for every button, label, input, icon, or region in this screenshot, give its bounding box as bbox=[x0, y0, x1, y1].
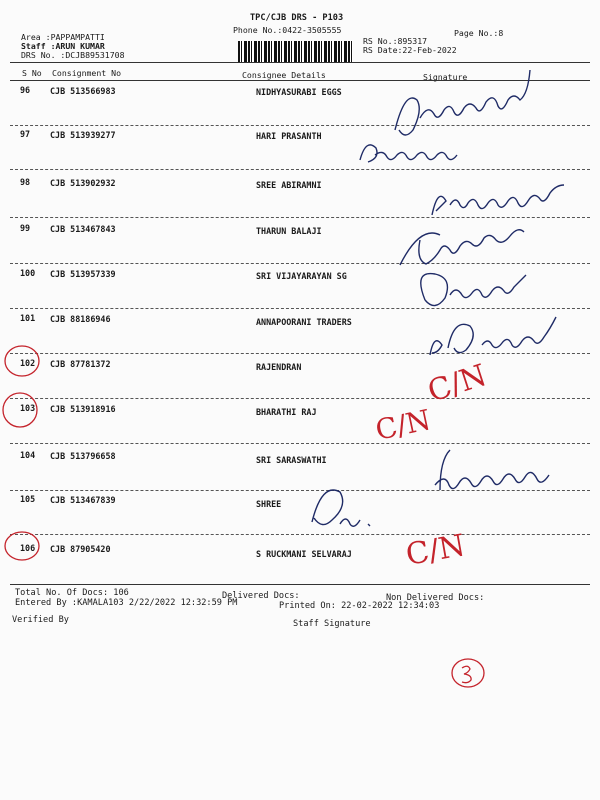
col-consignee: Consignee Details bbox=[242, 70, 326, 80]
row-sno: 104 bbox=[20, 450, 36, 460]
row-consignment-no: CJB 513918916 bbox=[50, 404, 116, 414]
staff-label: Staff :ARUN KUMAR bbox=[21, 41, 105, 51]
total-docs: Total No. Of Docs: 106 bbox=[15, 588, 129, 598]
signature-104 bbox=[435, 450, 549, 490]
row-divider bbox=[10, 443, 590, 444]
non-delivered-docs: Non Delivered Docs: bbox=[386, 593, 485, 603]
row-sno: 98 bbox=[20, 177, 31, 187]
row-divider bbox=[10, 169, 590, 170]
row-divider bbox=[10, 353, 590, 354]
barcode bbox=[238, 41, 353, 62]
rs-number: RS No.:895317 bbox=[363, 36, 428, 46]
page-circle-digit bbox=[462, 666, 471, 682]
header-divider-bottom bbox=[10, 80, 590, 81]
cn-mark-102: C/N bbox=[423, 357, 491, 410]
row-divider bbox=[10, 308, 590, 309]
row-divider bbox=[10, 125, 590, 126]
entered-by: Entered By :KAMALA103 2/22/2022 12:32:59 PM bbox=[15, 598, 238, 608]
cn-mark-106: C/N bbox=[403, 528, 468, 573]
page-number: Page No.:8 bbox=[454, 28, 504, 38]
drs-number: DRS No. :DCJB89531708 bbox=[21, 50, 125, 60]
row-consignment-no: CJB 87781372 bbox=[50, 359, 111, 369]
row-consignment-no: CJB 513902932 bbox=[50, 178, 116, 188]
row-consignee: SRI VIJAYARAYAN SG bbox=[256, 271, 347, 281]
printed-on: Printed On: 22-02-2022 12:34:03 bbox=[279, 601, 440, 611]
col-sno: S No bbox=[22, 68, 42, 78]
row-consignment-no: CJB 513939277 bbox=[50, 130, 116, 140]
row-divider bbox=[10, 398, 590, 399]
row-divider bbox=[10, 534, 590, 535]
col-signature: Signature bbox=[423, 72, 468, 82]
row-consignee: SHREE bbox=[256, 499, 282, 509]
rs-date: RS Date:22-Feb-2022 bbox=[363, 45, 457, 55]
row-consignee: THARUN BALAJI bbox=[256, 226, 322, 236]
row-consignment-no: CJB 513467843 bbox=[50, 224, 116, 234]
col-consignment: Consignment No bbox=[52, 68, 122, 78]
row-consignment-no: CJB 88186946 bbox=[50, 314, 111, 324]
signature-99 bbox=[400, 230, 524, 265]
row-sno: 106 bbox=[20, 543, 36, 553]
cn-mark-103: C/N bbox=[372, 403, 434, 447]
row-consignment-no: CJB 87905420 bbox=[50, 544, 111, 554]
row-consignee: NIDHYASURABI EGGS bbox=[256, 87, 342, 97]
row-consignment-no: CJB 513467839 bbox=[50, 495, 116, 505]
row-consignee: SRI SARASWATHI bbox=[256, 455, 327, 465]
row-consignee: RAJENDRAN bbox=[256, 362, 302, 372]
row-consignee: HARI PRASANTH bbox=[256, 131, 322, 141]
phone-number: Phone No.:0422-3505555 bbox=[233, 25, 342, 35]
row-sno: 101 bbox=[20, 313, 36, 323]
row-consignee: S RUCKMANI SELVARAJ bbox=[256, 549, 352, 559]
row-sno: 105 bbox=[20, 494, 36, 504]
footer-divider bbox=[10, 584, 590, 585]
document-title: TPC/CJB DRS - P103 bbox=[250, 13, 344, 23]
row-sno: 96 bbox=[20, 85, 31, 95]
row-sno: 102 bbox=[20, 358, 36, 368]
row-sno: 103 bbox=[20, 403, 36, 413]
signature-105 bbox=[312, 490, 370, 526]
row-divider bbox=[10, 263, 590, 264]
delivered-docs: Delivered Docs: bbox=[222, 591, 300, 601]
row-divider bbox=[10, 490, 590, 491]
signature-97 bbox=[360, 145, 457, 162]
area-label: Area :PAPPAMPATTI bbox=[21, 32, 105, 42]
row-consignee: BHARATHI RAJ bbox=[256, 407, 317, 417]
row-consignment-no: CJB 513566983 bbox=[50, 86, 116, 96]
row-sno: 97 bbox=[20, 129, 31, 139]
page-circle-mark bbox=[452, 659, 484, 687]
row-divider bbox=[10, 217, 590, 218]
header-divider-top bbox=[10, 62, 590, 63]
signature-100 bbox=[421, 274, 526, 306]
signature-98 bbox=[432, 185, 564, 215]
row-sno: 100 bbox=[20, 268, 36, 278]
row-sno: 99 bbox=[20, 223, 31, 233]
row-consignee: ANNAPOORANI TRADERS bbox=[256, 317, 352, 327]
verified-by: Verified By bbox=[12, 615, 69, 625]
row-consignment-no: CJB 513957339 bbox=[50, 269, 116, 279]
signature-101 bbox=[430, 317, 556, 355]
row-consignment-no: CJB 513796658 bbox=[50, 451, 116, 461]
staff-signature: Staff Signature bbox=[293, 619, 371, 629]
row-consignee: SREE ABIRAMNI bbox=[256, 180, 322, 190]
